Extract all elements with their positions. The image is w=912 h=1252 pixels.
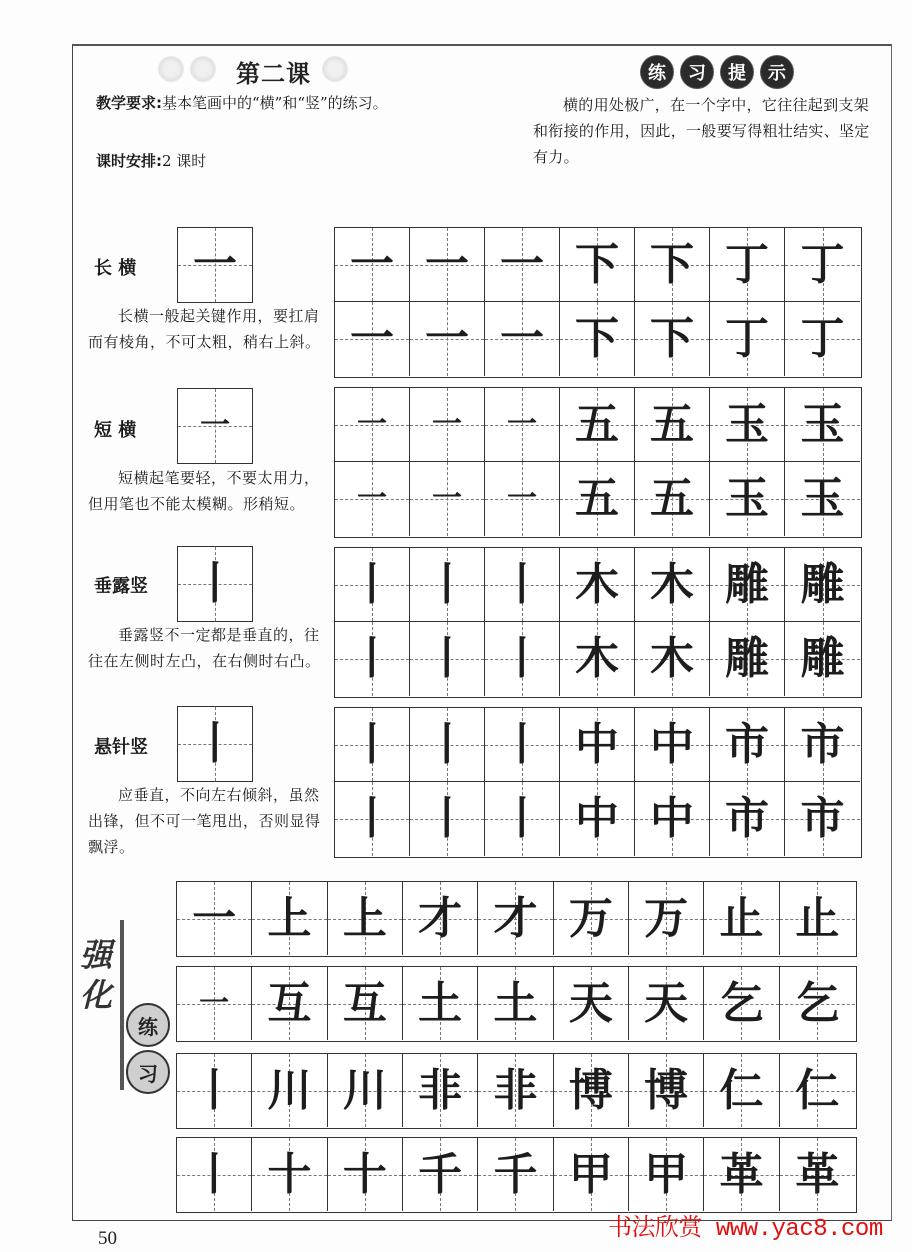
practice-character: 一 [425, 238, 469, 290]
watermark-url: www.yac8.com [702, 1216, 883, 1243]
practice-character: 下 [575, 238, 619, 290]
sample-stroke-box [177, 388, 253, 464]
stroke-description: 短横起笔要轻，不要太用力，但用笔也不能太模糊。形稍短。 [88, 469, 320, 513]
practice-character: 十 [342, 1148, 387, 1200]
sample-stroke-box [177, 546, 253, 622]
practice-character: 丨 [500, 793, 544, 844]
practice-cell [785, 388, 860, 462]
practice-cell [335, 302, 410, 376]
practice-cell [485, 228, 560, 302]
practice-character: 中 [575, 793, 619, 844]
practice-cell [785, 548, 860, 622]
practice-character: 五 [575, 398, 619, 450]
practice-character: 丨 [350, 793, 394, 844]
practice-cell [780, 1138, 855, 1211]
practice-cell [780, 882, 855, 955]
practice-cell [704, 882, 779, 955]
practice-character: 雕 [725, 558, 769, 610]
page-number: 50 [98, 1228, 117, 1249]
practice-cell [629, 882, 704, 955]
practice-cell [410, 708, 485, 782]
practice-character: 万 [644, 892, 689, 944]
practice-character: 仁 [719, 1064, 764, 1116]
practice-character: 才 [418, 892, 463, 944]
practice-character: 博 [568, 1064, 613, 1116]
practice-cell [560, 388, 635, 462]
practice-character: 川 [267, 1064, 312, 1116]
stroke-description: 长横一般起关键作用，要扛肩而有棱角，不可太粗，稍右上斜。 [88, 307, 321, 351]
practice-cell [177, 967, 252, 1040]
practice-character: 互 [267, 977, 312, 1029]
practice-cell [478, 882, 553, 955]
practice-cell [252, 1138, 327, 1211]
practice-character: 一 [507, 406, 537, 442]
practice-character: 丨 [500, 633, 544, 684]
practice-cell [328, 967, 403, 1040]
practice-character: 木 [650, 633, 694, 684]
practice-cell [252, 882, 327, 955]
practice-character: 丁 [800, 313, 845, 364]
practice-cell [410, 462, 485, 536]
sample-stroke-box [177, 706, 253, 782]
schedule-label: 课时安排: [96, 152, 162, 170]
practice-character: 市 [725, 793, 769, 844]
practice-cell [635, 622, 710, 696]
practice-cell [560, 302, 635, 376]
practice-character: 一 [432, 406, 462, 442]
practice-character: 丨 [192, 1064, 237, 1116]
practice-cell [485, 462, 560, 536]
practice-character: 丨 [425, 793, 469, 844]
practice-character: 才 [493, 892, 538, 944]
practice-grid [334, 707, 862, 858]
practice-character: 上 [342, 892, 387, 944]
practice-character: 十 [267, 1148, 312, 1200]
class-schedule [96, 150, 206, 171]
practice-character: 五 [650, 473, 694, 524]
requirement-text: 基本笔画中的“横”和“竖”的练习。 [162, 94, 388, 112]
reinforcement-grid-row [176, 966, 857, 1042]
practice-character: 市 [800, 793, 845, 844]
practice-cell [710, 462, 785, 536]
practice-cell [335, 388, 410, 462]
practice-character: 千 [418, 1148, 463, 1200]
practice-cell [785, 782, 860, 856]
practice-character: 互 [342, 977, 387, 1029]
practice-character: 甲 [568, 1148, 613, 1200]
reinforcement-bar [120, 920, 124, 1090]
practice-character: 丨 [350, 718, 394, 770]
practice-cell [485, 302, 560, 376]
practice-cell [485, 622, 560, 696]
practice-character: 玉 [725, 473, 769, 524]
practice-cell [704, 1138, 779, 1211]
practice-cell [785, 622, 860, 696]
practice-character: 博 [644, 1064, 689, 1116]
practice-tips-heading [641, 56, 793, 88]
practice-cell [560, 462, 635, 536]
practice-character: 川 [342, 1064, 387, 1116]
practice-grid [334, 227, 862, 378]
practice-cell [635, 782, 710, 856]
practice-character: 玉 [725, 398, 769, 450]
practice-cell [252, 967, 327, 1040]
practice-character: 木 [650, 558, 694, 610]
practice-cell [785, 302, 860, 376]
practice-cell [560, 548, 635, 622]
practice-cell [478, 1138, 553, 1211]
practice-cell [485, 708, 560, 782]
practice-character: 玉 [800, 473, 845, 524]
practice-character: 丨 [425, 718, 469, 770]
practice-cell [328, 1054, 403, 1127]
practice-cell [335, 782, 410, 856]
practice-character: 一 [200, 408, 230, 443]
practice-character: 乞 [795, 977, 840, 1029]
practice-character: 丨 [192, 1148, 237, 1200]
practice-character: 天 [568, 977, 613, 1029]
practice-cell [629, 1054, 704, 1127]
practice-cell [403, 882, 478, 955]
practice-character: 丨 [425, 633, 469, 684]
practice-character: 上 [267, 892, 312, 944]
practice-character: 丁 [800, 238, 845, 290]
practice-cell [485, 548, 560, 622]
practice-cell [635, 228, 710, 302]
practice-cell [410, 548, 485, 622]
practice-character: 一 [199, 985, 230, 1021]
practice-character: 丨 [193, 558, 237, 609]
practice-cell [403, 967, 478, 1040]
title-ornament-icon [322, 56, 348, 82]
practice-character: 一 [357, 406, 387, 442]
practice-grid [334, 387, 862, 538]
practice-character: 五 [575, 473, 619, 524]
practice-character: 丁 [725, 238, 769, 290]
practice-cell [635, 388, 710, 462]
practice-cell [335, 622, 410, 696]
practice-character: 甲 [644, 1148, 689, 1200]
practice-cell [410, 228, 485, 302]
watermark [608, 1207, 883, 1243]
practice-cell [560, 782, 635, 856]
practice-cell [629, 1138, 704, 1211]
practice-character: 市 [725, 718, 769, 770]
tip-badge: 示 [761, 56, 793, 88]
practice-cell [710, 622, 785, 696]
practice-character: 一 [500, 238, 544, 290]
practice-cell [560, 228, 635, 302]
practice-cell [410, 622, 485, 696]
practice-cell [554, 882, 629, 955]
practice-character: 仁 [795, 1064, 840, 1116]
practice-cell [335, 548, 410, 622]
practice-character: 丨 [350, 633, 394, 684]
stroke-name: 垂露竖 [94, 576, 148, 597]
practice-cell [403, 1138, 478, 1211]
practice-cell [554, 967, 629, 1040]
practice-character: 止 [719, 892, 764, 944]
practice-character: 下 [650, 238, 694, 290]
stroke-name: 长 横 [94, 258, 137, 279]
practice-character: 丁 [725, 313, 769, 364]
practice-cell [710, 548, 785, 622]
tip-badge: 提 [721, 56, 753, 88]
practice-character: 一 [357, 481, 387, 516]
practice-character: 千 [493, 1148, 538, 1200]
stroke-name: 悬针竖 [94, 737, 148, 758]
practice-character: 丨 [500, 558, 544, 610]
practice-grid [334, 547, 862, 698]
practice-character: 一 [192, 892, 237, 944]
stroke-name: 短 横 [94, 420, 137, 441]
practice-character: 下 [650, 313, 694, 364]
practice-cell [177, 1054, 252, 1127]
practice-character: 一 [500, 313, 544, 364]
reinforcement-badge: 练 [126, 1003, 170, 1047]
practice-character: 非 [418, 1064, 463, 1116]
title-ornament-icon [158, 56, 184, 82]
practice-character: 一 [425, 313, 469, 364]
watermark-text: 书法欣赏 [608, 1213, 702, 1241]
practice-cell [704, 1054, 779, 1127]
practice-cell [785, 228, 860, 302]
practice-cell [478, 1054, 553, 1127]
practice-tips-text: 横的用处极广，在一个字中，它往往起到支架和衔接的作用，因此，一般要写得粗壮结实、坚定有力。 [533, 96, 870, 166]
practice-cell [328, 1138, 403, 1211]
practice-cell [554, 1138, 629, 1211]
practice-character: 土 [493, 977, 538, 1029]
practice-character: 土 [418, 977, 463, 1029]
practice-cell [785, 462, 860, 536]
practice-character: 一 [507, 481, 537, 516]
practice-cell [710, 708, 785, 782]
practice-cell [780, 967, 855, 1040]
practice-character: 一 [193, 239, 237, 290]
practice-character: 玉 [800, 398, 845, 450]
practice-cell [710, 228, 785, 302]
practice-cell [335, 462, 410, 536]
practice-cell [710, 388, 785, 462]
practice-character: 市 [800, 718, 845, 770]
practice-cell [410, 782, 485, 856]
practice-character: 一 [350, 238, 394, 290]
practice-character: 乞 [719, 977, 764, 1029]
practice-character: 中 [650, 793, 694, 844]
practice-character: 革 [795, 1148, 840, 1200]
practice-cell [485, 388, 560, 462]
practice-character: 五 [650, 398, 694, 450]
practice-cell [560, 622, 635, 696]
practice-cell [335, 228, 410, 302]
practice-character: 中 [575, 718, 619, 770]
practice-character: 丨 [425, 558, 469, 610]
tip-badge: 习 [681, 56, 713, 88]
schedule-text: 2 课时 [162, 152, 207, 170]
practice-cell [177, 1138, 252, 1211]
practice-cell [785, 708, 860, 782]
practice-character: 下 [575, 313, 619, 364]
practice-cell [710, 782, 785, 856]
practice-cell [780, 1054, 855, 1127]
practice-character: 非 [493, 1064, 538, 1116]
practice-cell [554, 1054, 629, 1127]
practice-cell [704, 967, 779, 1040]
practice-cell [177, 882, 252, 955]
title-ornament-icon [190, 56, 216, 82]
practice-cell [629, 967, 704, 1040]
practice-cell [635, 462, 710, 536]
practice-character: 丨 [500, 718, 544, 770]
practice-character: 一 [432, 481, 462, 516]
lesson-title: 第二课 [236, 60, 311, 88]
practice-character: 天 [644, 977, 689, 1029]
practice-character: 木 [575, 633, 619, 684]
practice-cell [560, 708, 635, 782]
practice-character: 木 [575, 558, 619, 610]
practice-character: 万 [568, 892, 613, 944]
reinforcement-grid-row [176, 881, 857, 957]
practice-cell [635, 548, 710, 622]
reinforcement-label: 强化 [80, 936, 113, 1014]
practice-cell [403, 1054, 478, 1127]
practice-cell [410, 302, 485, 376]
practice-cell [410, 388, 485, 462]
stroke-description: 垂露竖不一定都是垂直的，往往在左侧时左凸，在右侧时右凸。 [88, 626, 321, 670]
tip-badge: 练 [641, 56, 673, 88]
practice-character: 革 [719, 1148, 764, 1200]
practice-cell [485, 782, 560, 856]
practice-character: 雕 [800, 558, 845, 610]
stroke-description: 应垂直，不向左右倾斜，虽然出锋，但不可一笔甩出，否则显得飘浮。 [88, 786, 321, 856]
practice-character: 中 [650, 718, 694, 770]
practice-cell [710, 302, 785, 376]
practice-character: 雕 [725, 633, 769, 684]
practice-character: 止 [795, 892, 840, 944]
requirement-label: 教学要求: [96, 94, 162, 112]
practice-character: 丨 [193, 718, 237, 769]
reinforcement-badge: 习 [126, 1050, 170, 1094]
practice-character: 丨 [350, 558, 394, 610]
reinforcement-grid-row [176, 1053, 857, 1129]
practice-character: 一 [350, 313, 394, 364]
reinforcement-grid-row [176, 1137, 857, 1213]
sample-stroke-box [177, 227, 253, 303]
practice-cell [635, 708, 710, 782]
teaching-requirement [96, 92, 388, 113]
practice-cell [478, 967, 553, 1040]
practice-character: 雕 [800, 633, 845, 684]
practice-cell [252, 1054, 327, 1127]
practice-cell [335, 708, 410, 782]
practice-cell [635, 302, 710, 376]
practice-cell [328, 882, 403, 955]
